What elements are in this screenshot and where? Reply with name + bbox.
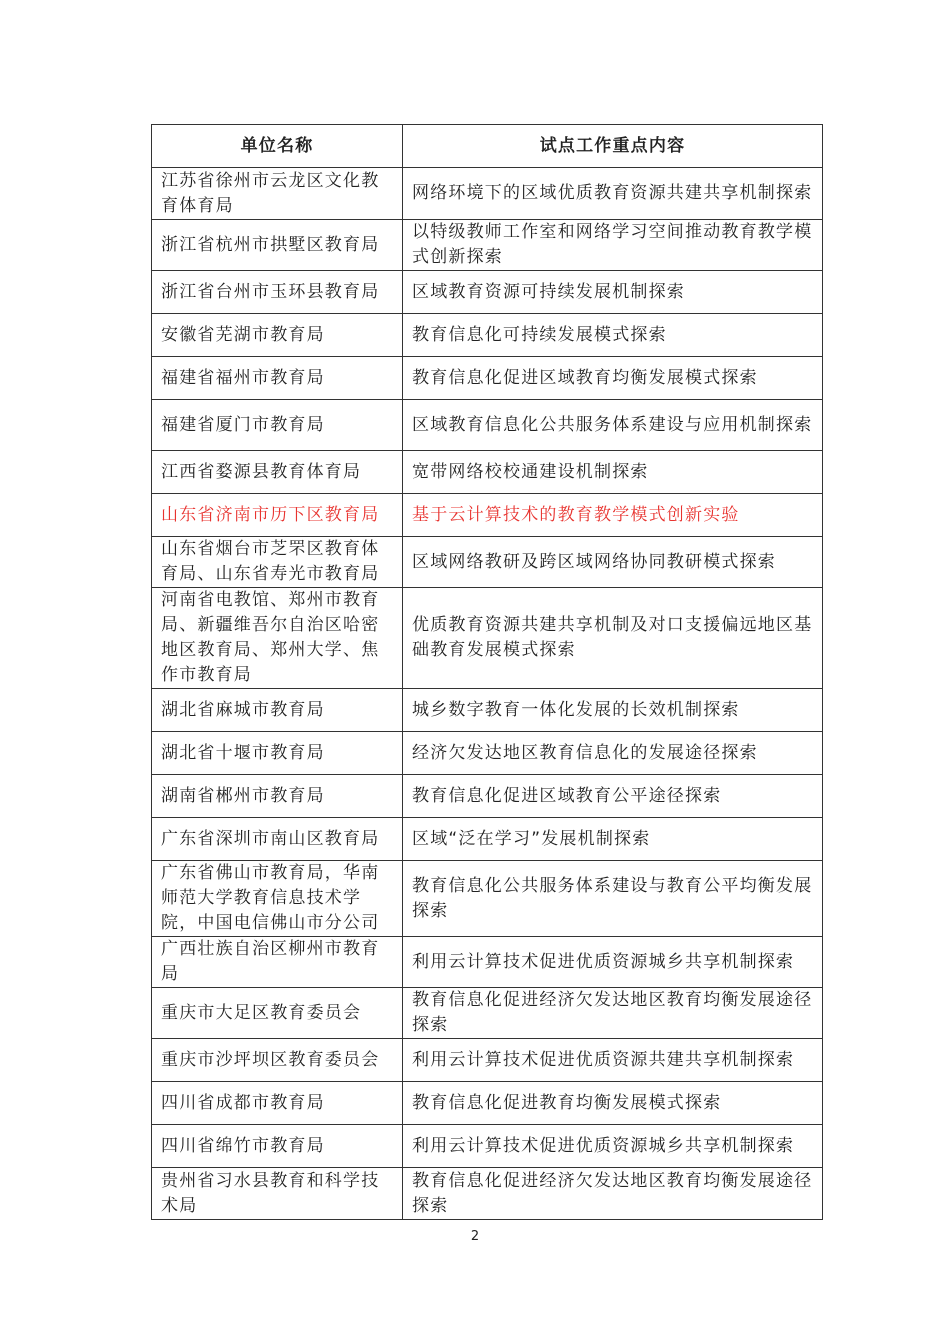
content-cell: 以特级教师工作室和网络学习空间推动教育教学模式创新探索 [403,220,823,271]
table-row [152,537,823,588]
unit-cell: 四川省成都市教育局 [152,1082,403,1125]
content-cell: 宽带网络校校通建设机制探索 [403,451,823,494]
content-cell: 教育信息化促进区域教育均衡发展模式探索 [403,357,823,400]
content-cell: 区域“泛在学习”发展机制探索 [403,818,823,861]
table-header-row [152,125,823,168]
content-cell: 教育信息化可持续发展模式探索 [403,314,823,357]
table-row [152,937,823,988]
unit-cell: 浙江省台州市玉环县教育局 [152,271,403,314]
content-cell: 利用云计算技术促进优质资源共建共享机制探索 [403,1039,823,1082]
unit-cell: 河南省电教馆、郑州市教育局、新疆维吾尔自治区哈密地区教育局、郑州大学、焦作市教育局 [152,588,403,689]
unit-cell: 安徽省芜湖市教育局 [152,314,403,357]
table-row [152,1039,823,1082]
table-row [152,220,823,271]
unit-cell: 湖南省郴州市教育局 [152,775,403,818]
content-cell: 网络环境下的区域优质教育资源共建共享机制探索 [403,168,823,220]
content-cell: 城乡数字教育一体化发展的长效机制探索 [403,689,823,732]
unit-cell: 重庆市大足区教育委员会 [152,988,403,1039]
table-row [152,451,823,494]
table-row [152,400,823,451]
content-cell: 教育信息化公共服务体系建设与教育公平均衡发展探索 [403,861,823,937]
unit-cell: 江苏省徐州市云龙区文化教育体育局 [152,168,403,220]
table-row [152,1168,823,1220]
table-row [152,775,823,818]
unit-cell: 重庆市沙坪坝区教育委员会 [152,1039,403,1082]
content-cell: 教育信息化促进经济欠发达地区教育均衡发展途径探索 [403,1168,823,1220]
table-row [152,588,823,689]
content-cell: 教育信息化促进教育均衡发展模式探索 [403,1082,823,1125]
table-row [152,861,823,937]
page-number: 2 [470,1229,480,1244]
unit-cell: 贵州省习水县教育和科学技术局 [152,1168,403,1220]
unit-cell: 广东省佛山市教育局，华南师范大学教育信息技术学院，中国电信佛山市分公司 [152,861,403,937]
content-cell: 利用云计算技术促进优质资源城乡共享机制探索 [403,937,823,988]
table-row [152,1125,823,1168]
content-cell: 利用云计算技术促进优质资源城乡共享机制探索 [403,1125,823,1168]
unit-cell: 浙江省杭州市拱墅区教育局 [152,220,403,271]
unit-cell: 湖北省麻城市教育局 [152,689,403,732]
table-row [152,271,823,314]
unit-cell: 江西省婺源县教育体育局 [152,451,403,494]
content-cell: 教育信息化促进区域教育公平途径探索 [403,775,823,818]
content-cell: 优质教育资源共建共享机制及对口支援偏远地区基础教育发展模式探索 [403,588,823,689]
content-cell: 基于云计算技术的教育教学模式创新实验 [403,494,823,537]
content-cell: 区域网络教研及跨区域网络协同教研模式探索 [403,537,823,588]
unit-cell: 福建省福州市教育局 [152,357,403,400]
unit-cell: 广西壮族自治区柳州市教育局 [152,937,403,988]
content-cell: 区域教育资源可持续发展机制探索 [403,271,823,314]
table-row [152,988,823,1039]
unit-cell: 山东省烟台市芝罘区教育体育局、山东省寿光市教育局 [152,537,403,588]
unit-cell: 广东省深圳市南山区教育局 [152,818,403,861]
table-row [152,168,823,220]
header-pilot-content: 试点工作重点内容 [403,125,823,168]
table-row [152,732,823,775]
table-row [152,689,823,732]
table-row [152,818,823,861]
unit-cell: 山东省济南市历下区教育局 [152,494,403,537]
header-unit-name: 单位名称 [152,125,403,168]
pilot-units-table [151,124,823,1220]
table-row [152,357,823,400]
table-row [152,1082,823,1125]
table-row-highlighted [152,494,823,537]
content-cell: 经济欠发达地区教育信息化的发展途径探索 [403,732,823,775]
content-cell: 区域教育信息化公共服务体系建设与应用机制探索 [403,400,823,451]
unit-cell: 湖北省十堰市教育局 [152,732,403,775]
unit-cell: 四川省绵竹市教育局 [152,1125,403,1168]
content-cell: 教育信息化促进经济欠发达地区教育均衡发展途径探索 [403,988,823,1039]
table-row [152,314,823,357]
unit-cell: 福建省厦门市教育局 [152,400,403,451]
